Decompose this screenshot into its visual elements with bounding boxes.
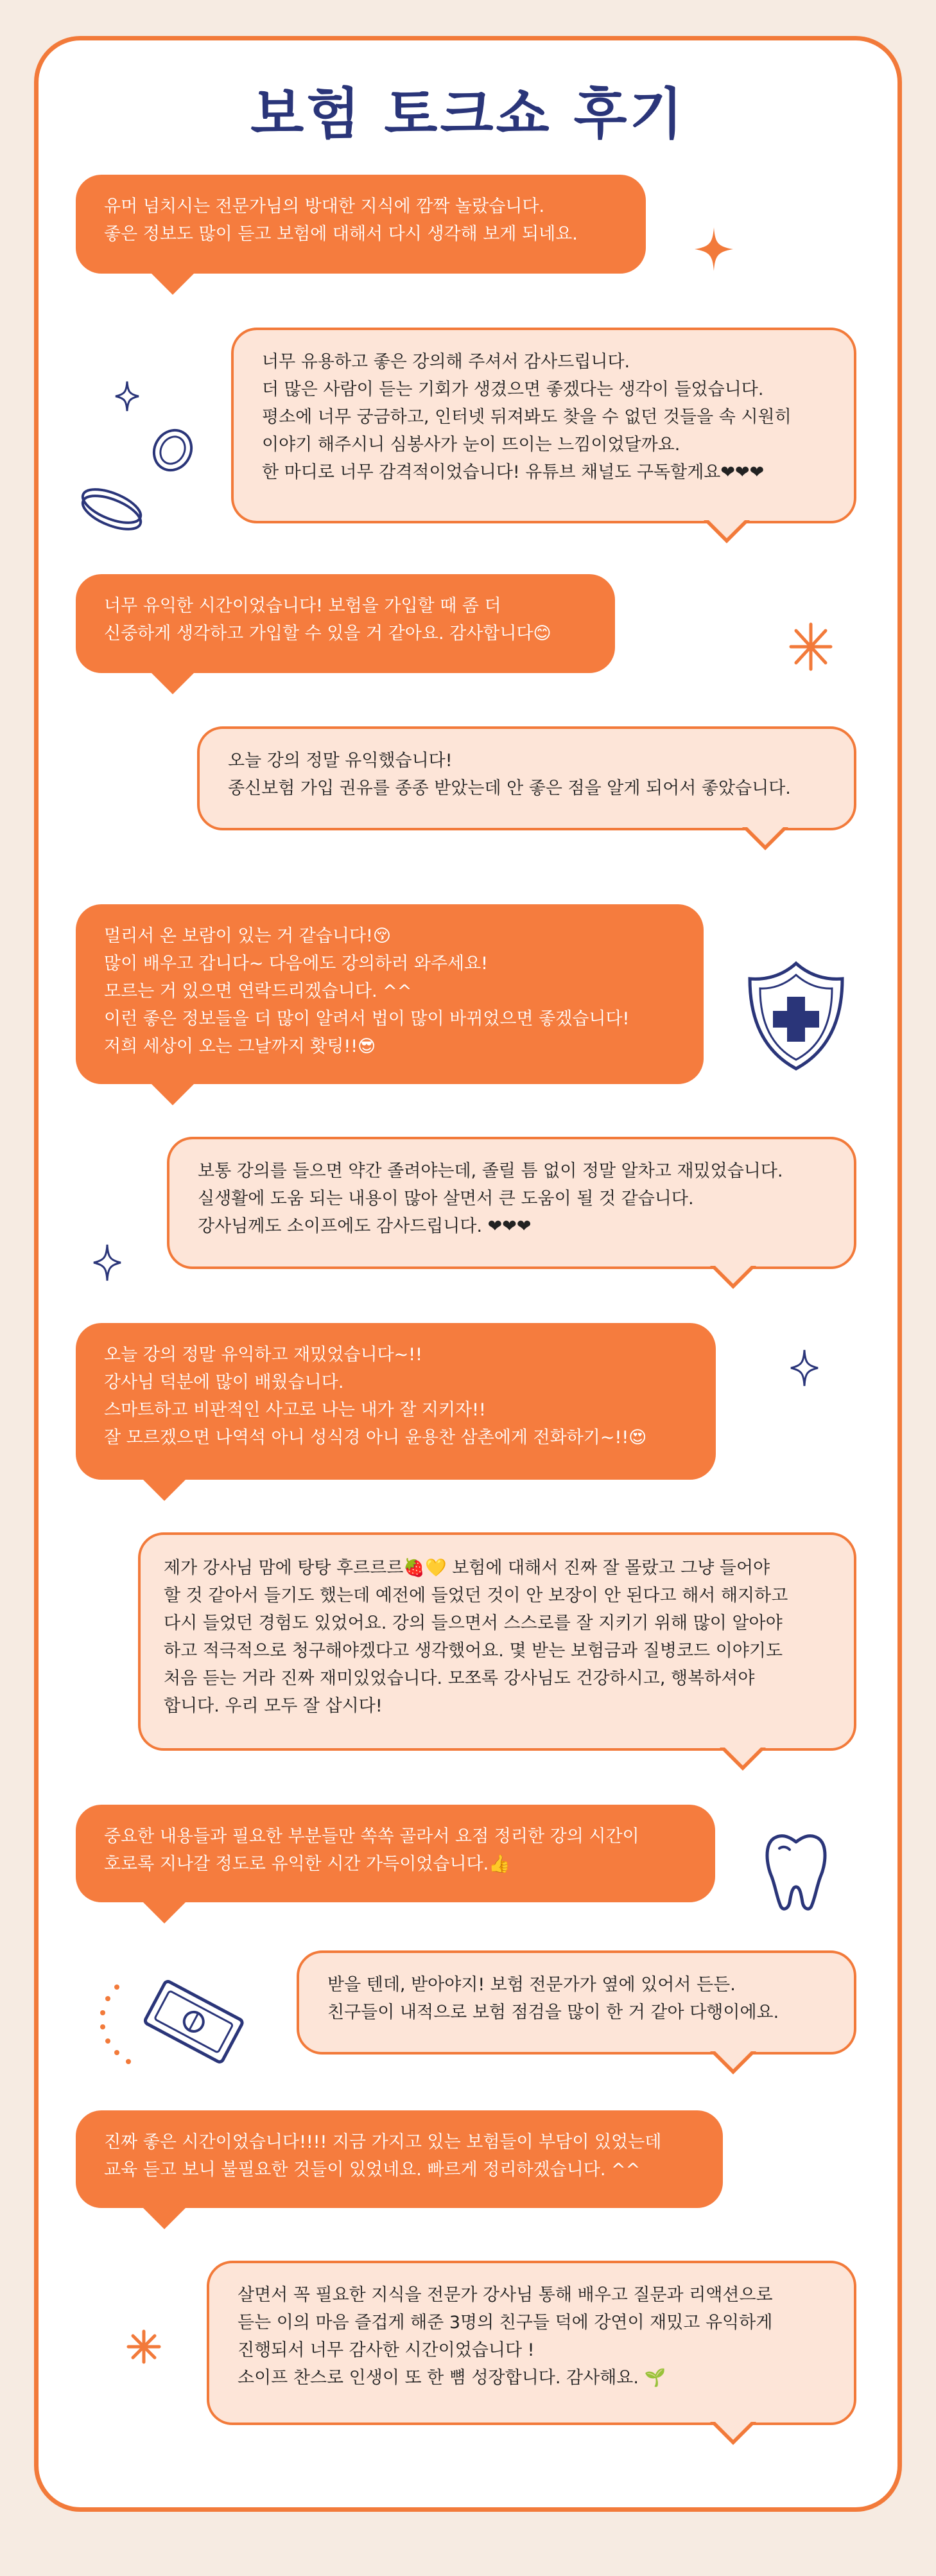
speech-tail-11 (143, 2207, 186, 2229)
tooth-icon (761, 1832, 831, 1911)
review-bubble-1: 유머 넘치시는 전문가님의 방대한 지식에 깜짝 놀랐습니다. 좋은 정보도 많이 듣고 보험에 대해서 다시 생각해 보게 되네요. (76, 175, 646, 274)
sparkle-icon (114, 380, 140, 412)
page-title: 보험 토크쇼 후기 (250, 82, 686, 146)
review-bubble-12: 살면서 꼭 필요한 지식을 전문가 강사님 통해 배우고 질문과 리액션으로 듣는 이의 마음 즐겁게 해준 3명의 친구들 덕에 강연이 재밌고 유익하게 진행되서 너무 감사한 시간이었습니다 ! 소이프 찬스로 인생이 또 한 뼘 성장합니다. 감사해요. 🌱 (207, 2261, 856, 2425)
sparkle-icon (790, 1349, 819, 1387)
coin-icon (146, 424, 199, 477)
review-bubble-6: 보통 강의를 들으면 약간 졸려야는데, 졸릴 틈 없이 정말 알차고 재밌었습니다. 실생활에 도움 되는 내용이 많아 살면서 큰 도움이 될 것 같습니다. 강사님께도 소이프에도 감사드립니다. ❤❤❤ (167, 1137, 856, 1269)
review-bubble-7: 오늘 강의 정말 유익하고 재밌었습니다~!! 강사님 덕분에 많이 배웠습니다. 스마트하고 비판적인 사고로 나는 내가 잘 지키자!! 잘 모르겠으면 나역석 아니 성식경 아니 윤용찬 삼촌에게 전화하기~!!😍 (76, 1323, 716, 1480)
speech-tail-1 (151, 273, 195, 295)
coin-stack-icon (76, 480, 148, 536)
sparkle-icon (126, 2329, 162, 2365)
review-bubble-5: 멀리서 온 보람이 있는 거 같습니다!😚 많이 배우고 갑니다~ 다음에도 강의하러 와주세요! 모르는 거 있으면 연락드리겠습니다. ^^ 이런 좋은 정보들을 더 많이 알려서 법이 많이 바뀌었으면 좋겠습니다! 저희 세상이 오는 그날까지 홧팅!!😎 (76, 904, 704, 1084)
sparkle-icon (788, 622, 833, 672)
speech-tail-5 (151, 1083, 195, 1105)
sparkle-icon (92, 1243, 122, 1282)
review-bubble-8: 제가 강사님 맘에 탕탕 후르르르🍓💛 보험에 대해서 진짜 잘 몰랐고 그냥 들어야 할 것 같아서 들기도 했는데 예전에 들었던 것이 안 보장이 안 된다고 해서 해지하고 다시 들었던 경험도 있었어요. 강의 들으면서 스스로를 잘 지키기 위해 많이 알아야 하고 적극적으로 청구해야겠다고 생각했어요. 몇 받는 보험금과 질병코드 이야기도 처음 듣는 거라 진짜 재미있었습니다. 모쪼록 강사님도 건강하시고, 행복하셔야 합니다. 우리 모두 잘 삽시다! (138, 1532, 856, 1751)
speech-tail-3 (151, 672, 195, 694)
review-bubble-9: 중요한 내용들과 필요한 부분들만 쏙쏙 골라서 요점 정리한 강의 시간이 호로록 지나갈 정도로 유익한 시간 가득이었습니다.👍 (76, 1805, 715, 1902)
shield-cross-icon (745, 959, 847, 1073)
review-bubble-2: 너무 유용하고 좋은 강의해 주셔서 감사드립니다. 더 많은 사람이 듣는 기회가 생겼으면 좋겠다는 생각이 들었습니다. 평소에 너무 궁금하고, 인터넷 뒤져봐도 찾을 수 없던 것들을 속 시원히 이야기 해주시니 심봉사가 눈이 뜨이는 느낌이었달까요. 한 마디로 너무 감격적이었습니다! 유튜브 채널도 구독할게요❤❤❤ (231, 328, 856, 523)
review-bubble-11: 진짜 좋은 시간이었습니다!!!! 지금 가지고 있는 보험들이 부담이 있었는데 교육 듣고 보니 불필요한 것들이 있었네요. 빠르게 정리하겠습니다. ^^ (76, 2110, 723, 2208)
review-bubble-3: 너무 유익한 시간이었습니다! 보험을 가입할 때 좀 더 신중하게 생각하고 가입할 수 있을 거 같아요. 감사합니다😊 (76, 574, 615, 673)
review-bubble-4: 오늘 강의 정말 유익했습니다! 종신보험 가입 권유를 종종 받았는데 안 좋은 점을 알게 되어서 좋았습니다. (197, 726, 856, 830)
speech-tail-7 (143, 1479, 186, 1501)
money-bill-icon (96, 1973, 257, 2069)
sparkle-icon (693, 226, 734, 272)
speech-tail-9 (143, 1902, 186, 1923)
review-bubble-10: 받을 텐데, 받아야지! 보험 전문가가 옆에 있어서 든든. 친구들이 내적으로 보험 점검을 많이 한 거 같아 다행이에요. (297, 1950, 856, 2055)
